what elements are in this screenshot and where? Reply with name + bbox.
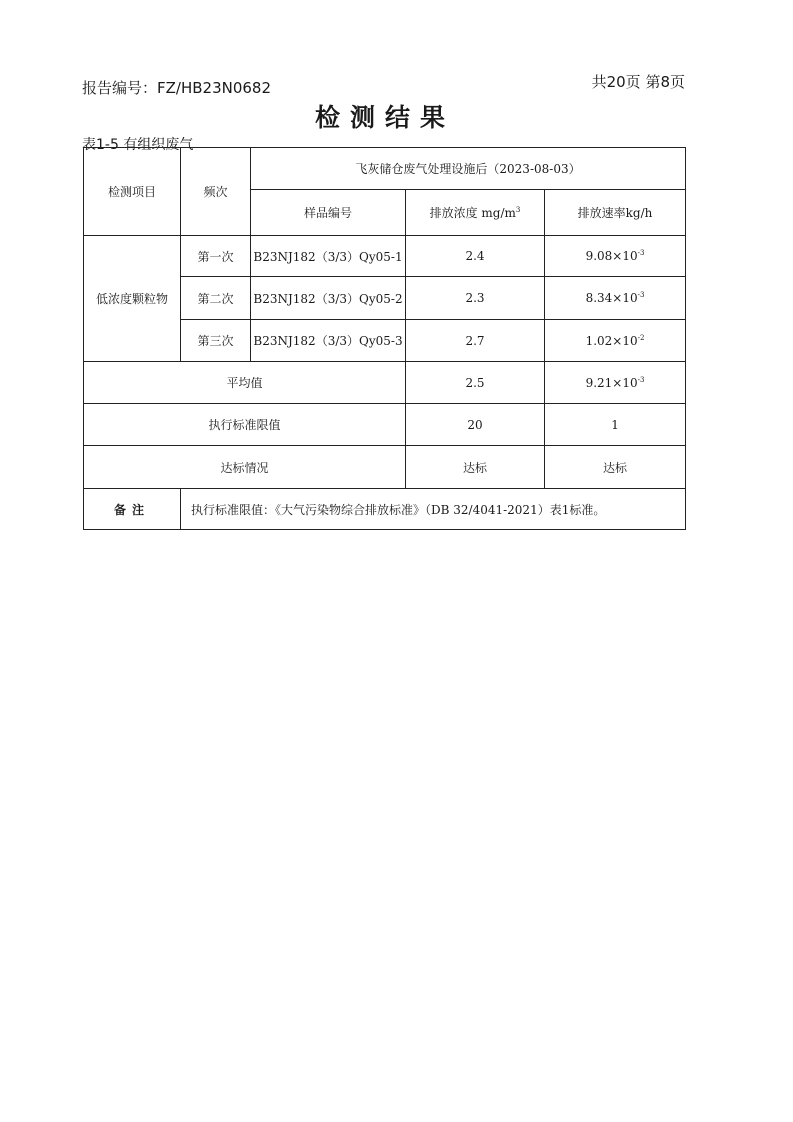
item-name: 低浓度颗粒物 [84,236,181,362]
compliance-concentration: 达标 [406,446,545,489]
row-sample: B23NJ182（3/3）Qy05-1 [251,236,406,277]
table-caption: 表1-5 有组织废气 [82,137,194,153]
header-group: 飞灰储仓废气处理设施后（2023-08-03） [251,148,686,190]
note-row [84,489,686,530]
limit-rate: 1 [545,404,686,446]
page-info: 共20页 第8页 [591,73,685,91]
limit-concentration: 20 [406,404,545,446]
row-rate [545,277,686,320]
header-frequency: 频次 [181,148,251,236]
row-rate [545,236,686,277]
row-sample: B23NJ182（3/3）Qy05-3 [251,320,406,362]
header-concentration-sup: 3 [515,206,521,214]
header-rate: 排放速率kg/h [545,190,686,236]
row-frequency: 第三次 [181,320,251,362]
header-concentration-text: 排放浓度 mg/m [429,206,516,220]
average-label: 平均值 [84,362,406,404]
results-table [83,147,686,530]
compliance-rate: 达标 [545,446,686,489]
row-rate-base: 1.02×10 [585,333,638,348]
header-item: 检测项目 [84,148,181,236]
average-row [84,362,686,404]
note-text: 执行标准限值：《大气污染物综合排放标准》（DB 32/4041-2021）表1标准。 [181,489,686,530]
page-title: 检测结果 [314,103,455,132]
row-frequency: 第一次 [181,236,251,277]
note-label: 备注 [84,489,181,530]
row-rate-exp: -3 [637,291,645,299]
table-row [84,236,686,277]
average-rate-base: 9.21×10 [585,375,638,390]
header-concentration [406,190,545,236]
row-rate-exp: -2 [637,333,645,342]
average-rate-exp: -3 [637,375,645,384]
limit-row [84,404,686,446]
row-concentration: 2.4 [406,236,545,277]
row-rate-base: 8.34×10 [585,291,638,305]
report-number: 报告编号：FZ/HB23N0682 [82,79,272,97]
row-frequency: 第二次 [181,277,251,320]
compliance-row [84,446,686,489]
row-rate-exp: -3 [637,249,645,257]
average-concentration: 2.5 [406,362,545,404]
row-sample: B23NJ182（3/3）Qy05-2 [251,277,406,320]
row-concentration: 2.3 [406,277,545,320]
row-rate [545,320,686,362]
compliance-label: 达标情况 [84,446,406,489]
header-sample: 样品编号 [251,190,406,236]
row-concentration: 2.7 [406,320,545,362]
row-rate-base: 9.08×10 [585,249,638,263]
limit-label: 执行标准限值 [84,404,406,446]
average-rate [545,362,686,404]
